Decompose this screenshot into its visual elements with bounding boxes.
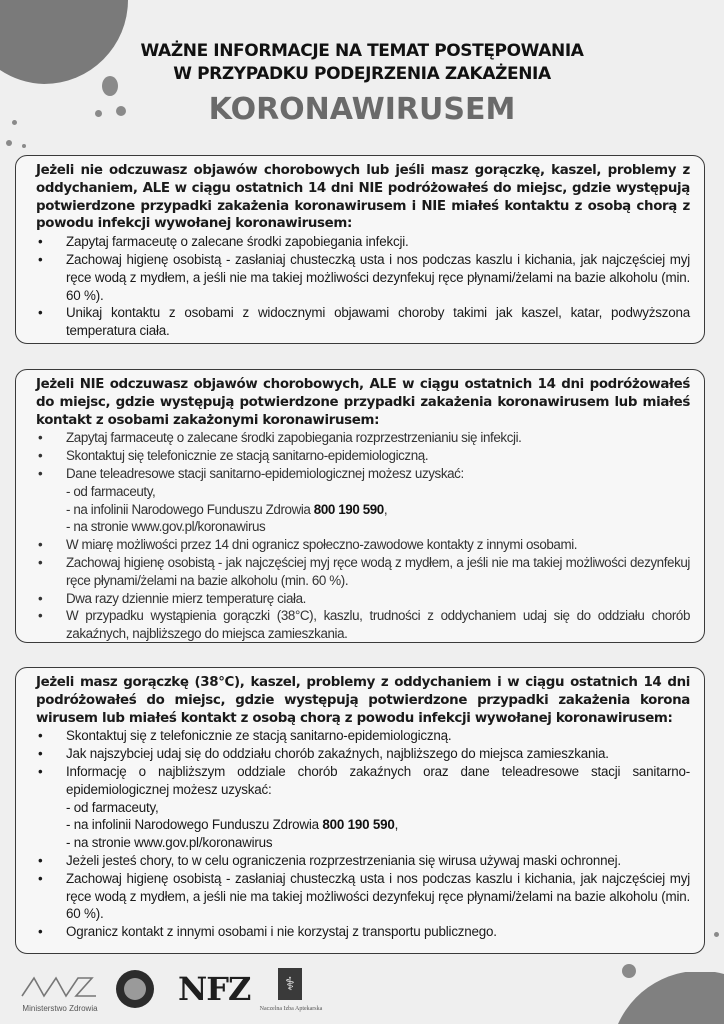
- list-item: • Zachowaj higienę osobistą - jak najczęściej myj ręce wodą z mydłem, a jeśli nie ma takiej możliwości dezynfekuj ręce płynami/żelami na bazie alkoholu (min. 60 %).: [38, 554, 690, 588]
- info-box-no-travel: [15, 155, 705, 344]
- decorative-dot: [714, 932, 719, 937]
- pharmacy-caption: Naczelna Izba Aptekarska: [259, 1006, 323, 1012]
- hotline-number[interactable]: 800 190 590: [313, 501, 384, 517]
- bullet-icon: •: [38, 763, 43, 779]
- bullet-icon: •: [38, 852, 43, 868]
- bullet-icon: •: [38, 537, 43, 553]
- ministry-of-health-logo: [20, 970, 100, 1016]
- box-intro: Jeżeli masz gorączkę (38°C), kaszel, problemy z oddychaniem i w ciągu ostatnich 14 dni podróżowałeś do miejsc, gdzie występują potwierdzone przypadki zakażenia korona wirusem lub miałeś kontakt z osobą chorą z powodu infekcji wywołanej koronawirusem:: [36, 675, 690, 726]
- bullet-icon: •: [38, 234, 43, 250]
- decorative-dot: [6, 140, 12, 146]
- list-item: • Dane teleadresowe stacji sanitarno-epidemiologicznej możesz uzyskać: - od farmaceuty, - na infolinii Narodowego Funduszu Zdrowia 800 190 590, - na stronie www.gov.pl/koronawirus: [36, 465, 690, 536]
- bullet-icon: •: [38, 870, 43, 886]
- advice-list: [36, 233, 690, 340]
- title-line-2: W PRZYPADKU PODEJRZENIA ZAKAŻENIA: [173, 64, 551, 84]
- list-item: • Unikaj kontaktu z osobami z widocznymi objawami choroby takimi jak kaszel, katar, podwyższona temperatura ciała.: [38, 305, 690, 339]
- list-item: • W miarę możliwości przez 14 dni ogranicz społeczno-zawodowe kontakty z innymi osobami.: [38, 537, 578, 553]
- bullet-icon: •: [38, 251, 43, 267]
- caduceus-icon: ⚕: [278, 968, 302, 1000]
- source-pharmacist: - od farmaceuty,: [66, 799, 159, 815]
- bullet-icon: •: [38, 924, 43, 940]
- bullet-icon: •: [38, 430, 43, 446]
- sanitary-inspection-logo: [116, 970, 154, 1008]
- advice-list: [36, 429, 690, 643]
- list-item: • Informację o najbliższym oddziale chorób zakaźnych oraz dane teleadresowe stacji sanitarno-epidemiologicznej możesz uzyskać: - od farmaceuty, - na infolinii Narodowego Funduszu Zdrowia 800 190 590, - na stronie www.gov.pl/koronawirus: [38, 763, 690, 851]
- box-intro: Jeżeli NIE odczuwasz objawów chorobowych, ALE w ciągu ostatnich 14 dni podróżowałeś do miejsc, gdzie występują potwierdzone przypadki zakażenia koronawirusem lub miałeś kontakt z osobami zakażonymi koronawirusem:: [36, 377, 690, 428]
- list-item: • Skontaktuj się telefonicznie ze stacją sanitarno-epidemiologiczną.: [38, 448, 429, 464]
- advice-list: [36, 727, 690, 941]
- list-item: • Jak najszybciej udaj się do oddziału chorób zakaźnych, najbliższego do miejsca zamieszkania.: [38, 746, 609, 762]
- bullet-icon: •: [38, 448, 43, 464]
- decorative-circle: [618, 972, 724, 1024]
- bullet-icon: •: [38, 554, 43, 570]
- bullet-icon: •: [38, 465, 43, 481]
- decorative-dot: [22, 144, 26, 148]
- list-item: • Dwa razy dziennie mierz temperaturę ciała.: [38, 590, 306, 606]
- list-item: • W przypadku wystąpienia gorączki (38°C), kaszlu, trudności z oddychaniem udaj się do oddziału chorób zakaźnych, najbliższego do miejsca zamieszkania.: [38, 608, 690, 642]
- pharmacy-chamber-logo: [256, 968, 326, 1018]
- info-box-symptoms-and-travel: [15, 667, 705, 954]
- info-box-travel-no-symptoms: [15, 369, 705, 643]
- source-website[interactable]: - na stronie www.gov.pl/koronawirus: [66, 519, 266, 535]
- box-intro: Jeżeli nie odczuwasz objawów chorobowych lub jeśli masz gorączkę, kaszel, problemy z oddychaniem, ALE w ciągu ostatnich 14 dni NIE podróżowałeś do miejsc, gdzie występują potwierdzone przypadki zakażenia koronawirusem i NIE miałeś kontaktu z osobą chorą z powodu infekcji wywołanej koronawirusem:: [36, 163, 690, 232]
- source-website[interactable]: - na stronie www.gov.pl/koronawirus: [66, 835, 273, 851]
- ministry-caption: Ministerstwo Zdrowia: [22, 1004, 98, 1013]
- ministry-logo-icon: [20, 970, 100, 1002]
- bullet-icon: •: [38, 728, 43, 744]
- list-item: • Jeżeli jesteś chory, to w celu ograniczenia rozprzestrzeniania się wirusa używaj maski ochronnej.: [38, 852, 621, 868]
- page-header: [0, 40, 724, 127]
- list-item: • Zapytaj farmaceutę o zalecane środki zapobiegania rozprzestrzenianiu się infekcji.: [38, 430, 522, 446]
- hotline-number[interactable]: 800 190 590: [322, 817, 395, 833]
- source-pharmacist: - od farmaceuty,: [66, 483, 156, 499]
- bullet-icon: •: [38, 746, 43, 762]
- list-item: • Zachowaj higienę osobistą - zasłaniaj chusteczką usta i nos podczas kaszlu i kichania, jak najczęściej myj ręce wodą z mydłem, a jeśli nie ma takiej możliwości dezynfekuj ręce płynami/żelami na bazie alkoholu (min. 60 %).: [38, 251, 690, 303]
- source-hotline: - na infolinii Narodowego Funduszu Zdrowia 800 190 590,: [66, 501, 388, 517]
- footer-logos: [0, 966, 600, 1024]
- source-hotline: - na infolinii Narodowego Funduszu Zdrowia 800 190 590,: [66, 817, 399, 833]
- title-main: KORONAWIRUSEM: [208, 92, 516, 127]
- bullet-icon: •: [38, 305, 43, 321]
- bullet-icon: •: [38, 608, 43, 624]
- nfz-logo: NFZ: [178, 970, 251, 1008]
- bullet-icon: •: [38, 590, 43, 606]
- list-item: • Zapytaj farmaceutę o zalecane środki zapobiegania infekcji.: [38, 234, 409, 250]
- eagle-emblem-icon: [124, 978, 146, 1000]
- decorative-dot: [622, 964, 636, 978]
- title-line-1: WAŻNE INFORMACJE NA TEMAT POSTĘPOWANIA: [140, 41, 584, 61]
- list-item: • Ogranicz kontakt z innymi osobami i nie korzystaj z transportu publicznego.: [38, 924, 497, 940]
- list-item: • Zachowaj higienę osobistą - zasłaniaj chusteczką usta i nos podczas kaszlu i kichania, jak najczęściej myj ręce wodą z mydłem, a jeśli nie ma takiej możliwości dezynfekuj ręce płynami/żelami na bazie alkoholu (min. 60 %).: [38, 870, 690, 922]
- list-item: • Skontaktuj się z telefonicznie ze stacją sanitarno-epidemiologiczną.: [38, 728, 452, 744]
